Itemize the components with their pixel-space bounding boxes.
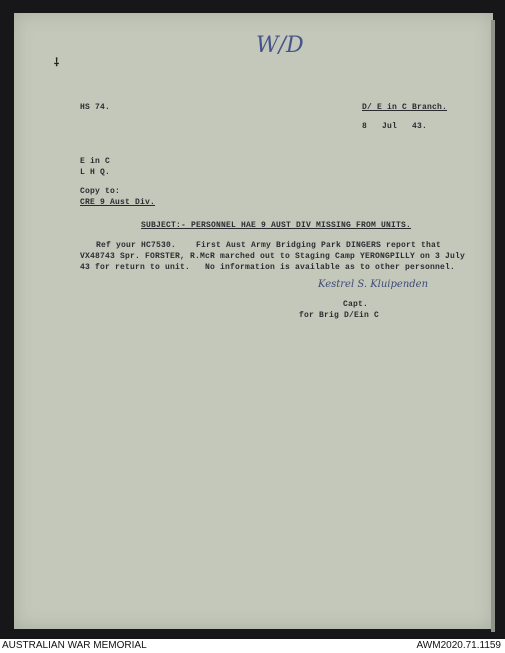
reference-number: HS 74.	[80, 103, 111, 112]
branch-heading: D/ E in C Branch.	[362, 103, 448, 112]
page-edge	[491, 20, 495, 632]
footer-institution: AUSTRALIAN WAR MEMORIAL	[2, 640, 147, 651]
subject-line: SUBJECT:- PERSONNEL HAE 9 AUST DIV MISSING FROM UNITS.	[141, 221, 412, 230]
signer-role: for Brig D/Ein C	[299, 311, 380, 320]
body-line-1: Ref your HC7530. First Aust Army Bridging Park DINGERS report that	[96, 241, 442, 250]
footer-accession-number: AWM2020.71.1159	[416, 640, 501, 651]
copy-to-label: Copy to:	[80, 187, 121, 196]
recipient-line-2: L H Q.	[80, 168, 111, 177]
recipient-line-1: E in C	[80, 157, 111, 166]
archive-footer	[0, 639, 505, 653]
body-line-2: VX48743 Spr. FORSTER, R.McR marched out to Staging Camp YERONGPILLY on 3 July	[80, 252, 466, 261]
punch-mark: ⸸	[54, 58, 60, 70]
letter-date: 8 Jul 43.	[362, 122, 428, 131]
copy-to-recipient: CRE 9 Aust Div.	[80, 198, 156, 207]
body-line-3: 43 for return to unit. No information is available as to other personnel.	[80, 263, 456, 272]
handwritten-mark: W/D	[256, 33, 304, 58]
signer-rank: Capt.	[343, 300, 369, 309]
signature: Kestrel S. Kluipenden	[318, 279, 429, 290]
